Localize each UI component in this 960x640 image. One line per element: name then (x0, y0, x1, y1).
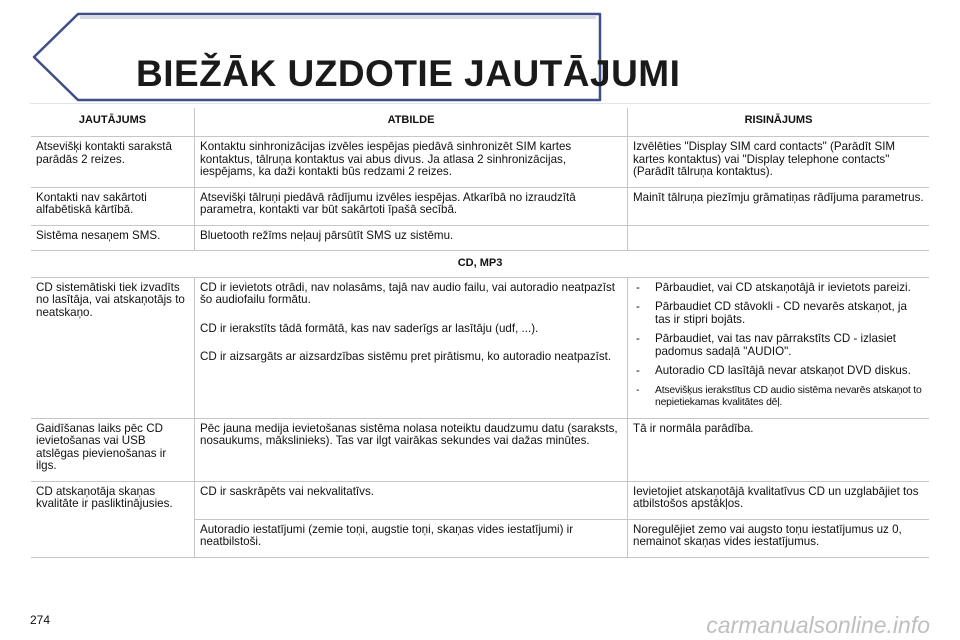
question-cell: Atsevišķi kontakti sarakstā parādās 2 reizes. (31, 137, 195, 188)
question-cell: Gaidīšanas laiks pēc CD ievietošanas vai USB atslēgas pievienošanas ir ilgs. (31, 419, 195, 482)
page-title: BIEŽĀK UZDOTIE JAUTĀJUMI (136, 53, 681, 94)
table-row (31, 137, 929, 188)
solution-cell (628, 278, 929, 419)
solution-list-item: - Pārbaudiet, vai tas nav pārrakstīts CD - izlasiet padomus sadaļā "AUDIO". (633, 333, 924, 358)
solution-list-item: - Atsevišķus ierakstītus CD audio sistēma nevarēs atskaņot to nepietiekamas kvalitātes dēļ. (633, 385, 924, 410)
question-cell: CD atskaņotāja skaņas kvalitāte ir pasliktinājusies. (31, 482, 195, 558)
solution-cell: Mainīt tālruņa piezīmju grāmatiņas rādījuma parametrus. (628, 188, 929, 226)
answer-cell: Atsevišķi tālruņi piedāvā rādījumu izvēles iespējas. Atkarībā no izraudzītā parametra, kontakti var būt sakārtoti īpašā secībā. (195, 188, 628, 226)
column-header-answer: ATBILDE (195, 108, 628, 137)
page-number: 274 (30, 613, 51, 627)
solution-cell: Ievietojiet atskaņotājā kvalitatīvus CD un uzglabājiet tos atbilstošos apstākļos. (628, 482, 929, 520)
solution-cell (628, 226, 929, 252)
solution-cell: Izvēlēties "Display SIM card contacts" (Parādīt SIM kartes kontaktus) vai "Display telephone contacts" (Parādīt tālruņa kontaktus). (628, 137, 929, 188)
answer-cell: CD ir saskrāpēts vai nekvalitatīvs. (195, 482, 628, 520)
answer-paragraph: CD ir ievietots otrādi, nav nolasāms, tajā nav audio failu, vai autoradio neatpazīst šo audiofailu formātu. (200, 280, 616, 306)
column-header-solution: RISINĀJUMS (628, 108, 929, 137)
answer-cell: Autoradio iestatījumi (zemie toņi, augstie toņi, skaņas vides iestatījumi) ir neatbilstoši. (195, 520, 628, 558)
answer-paragraph: CD ir aizsargāts ar aizsardzības sistēmu pret pirātismu, ko autoradio neatpazīst. (200, 350, 612, 363)
answer-cell (195, 278, 628, 419)
faq-table (31, 108, 929, 558)
table-row (31, 278, 929, 419)
question-cell: Kontakti nav sakārtoti alfabētiskā kārtībā. (31, 188, 195, 226)
solution-cell: Tā ir normāla parādība. (628, 419, 929, 482)
answer-cell: Bluetooth režīms neļauj pārsūtīt SMS uz sistēmu. (195, 226, 628, 252)
question-cell: Sistēma nesaņem SMS. (31, 226, 195, 252)
solution-list-item: - Autoradio CD lasītājā nevar atskaņot DVD diskus. (633, 365, 924, 378)
watermark: carmanualsonline.info (706, 612, 930, 638)
table-header-row (31, 108, 929, 137)
answer-cell: Pēc jauna medija ievietošanas sistēma nolasa noteiktu daudzumu datu (saraksts, nosaukums, mākslinieks). Tas var ilgt vairākas sekundes vai dažas minūtes. (195, 419, 628, 482)
table-row (31, 482, 929, 520)
section-title: CD, MP3 (31, 251, 929, 278)
answer-paragraph: CD ir ierakstīts tādā formātā, kas nav saderīgs ar lasītāju (udf, ...). (200, 321, 539, 335)
column-header-question: JAUTĀJUMS (31, 108, 195, 137)
solution-cell: Noregulējiet zemo vai augsto toņu iestatījumus uz 0, nemainot skaņas vides iestatījumus. (628, 520, 929, 558)
table-row (31, 419, 929, 482)
question-cell: CD sistemātiski tiek izvadīts no lasītāja, vai atskaņotājs to neatskaņo. (31, 278, 195, 419)
answer-cell: Kontaktu sinhronizācijas izvēles iespējas piedāvā sinhronizēt SIM kartes kontaktus, tālruņa kontaktus vai abus divus. Ja atlasa 2 sinhronizācijas, iespējams, ka daži kontakti būs redzami 2 reizes. (195, 137, 628, 188)
solution-list (633, 282, 924, 410)
solution-list-item: - Pārbaudiet CD stāvokli - CD nevarēs atskaņot, ja tas ir stipri bojāts. (633, 301, 924, 326)
table-row (31, 226, 929, 252)
section-header-row (31, 251, 929, 278)
solution-list-item: - Pārbaudiet, vai CD atskaņotājā ir ievietots pareizi. (633, 282, 924, 295)
table-row (31, 188, 929, 226)
